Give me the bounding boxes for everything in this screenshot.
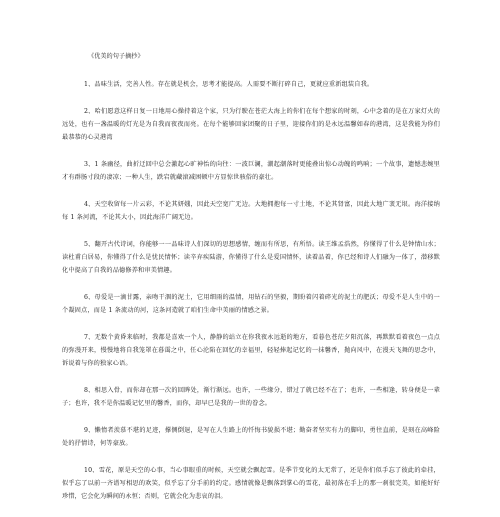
paragraph-10: 10、雪花，原是天空的心事，当心事眼重的时候，天空就会飘起雪。是季节变化的太无常了，还是你们似手忘了彼此的牵挂，似乎忘了以前一齐谱写相思的欢笑，似乎忘了分手前的约定。感情就像是飘落到掌心的雪花，最初落在手上的那一刹很完美，如能好好珍惜，它会化为瞬间的永恒；否则，它就会化为悲哀的泪。: [62, 467, 440, 500]
paragraph-5: 5、翻开古代诗词，你能够一一品味诗人们深切的思想感情，缠而有所思，有所悟。读王维孟浩然，你懂得了什么是钟情山水；读杜甫白居易，你懂得了什么是忧民情怀；读辛弃疾陆游，你懂得了什么是爱国情怀，读着品着，你已经和诗人们融为一体了，潜移默化中提高了自我的品德修养和审美情趣。: [62, 241, 440, 274]
paragraph-3: 3、1 条幽径，曲折迂回中总会激起心旷神怡的向往：一波巨澜，潮起潮落时更能叠出惊心动魄的鸣响；一个故事，遗憾悲婉里才有群肠寸段的凄凉；一种人生，跌宕就藏滚减困顿中方显惊世骇俗的豪壮。: [62, 161, 440, 181]
paragraph-7: 7、无数个黄昏来临时，我都是喜欢一个人，静静的站立在你我夜永远逝的地方，看暮色苍茫夕阳沉落，再默默看着夜色一点点的弥漫开来，慢慢地将自我笼罩在暮霭之中，任心沦陷在回忆的幸福里，轻轻捧起记忆的一抹馨香，抛向风中，在漫天飞舞的思念中，诉说着与你的独家心语。: [62, 334, 440, 367]
document-title: 《优美的句子摘抄》: [88, 53, 144, 60]
paragraph-6: 6、母爱是一滴甘露，亲吻干涸的泥土，它用细雨的温情，用钻石的坚毅，期盼着闪着碎光的泥土的肥沃；母爱不是人生中的一个凝固点，而是 1 条流动的河，这条河造就了咱们生命中美丽的情感之景。: [62, 294, 440, 314]
paragraph-8: 8、相思入骨，而你却在那一次的回眸处，渐行渐远。也许，一些缘分，错过了就已经不在了；也许，一些相逢，转身便是一辈子；也许，我不是你温暖记忆里的馨香，而你，却早已是我的一世的眷念。: [62, 387, 440, 407]
paragraph-4: 4、天空收留每一片云彩，不论其妍媸，因此天空宽广无边。大地拥抱每一寸土地，不论其肾富，因此大地广袤无垠。海洋接纳每 1 条河流，不论其大小，因此海洋广阔无边。: [62, 201, 440, 221]
paragraph-9: 9、懒惰者羡慕不堪的足迹，撑侧倒退，是写在人生路上的忏悔书貌损不堪；勤奋者坚实有力的脚印，勇往直前，是刻在高峰险处的抒情诗，何等豪放。: [62, 427, 440, 447]
paragraph-1: 1、品味生活，完善人性。存在就是机会，思考才能提高。人需要不断打碎自己，更就应重新组装自我。: [84, 81, 374, 88]
paragraph-2: 2、哈们愿意这样日复一日地用心操持着这个家，只为行駛在苍茫大海上的你们在每个想家的时刻，心中念着的是在万家灯火的远处，也有一盏温暖的灯光是为自我而夜夜而亮。在每个能够回家团聚的日子里，迎接你们的是永远温馨如春的港湾，这是我能为你们最恭恭的心灵港湾: [62, 108, 440, 141]
